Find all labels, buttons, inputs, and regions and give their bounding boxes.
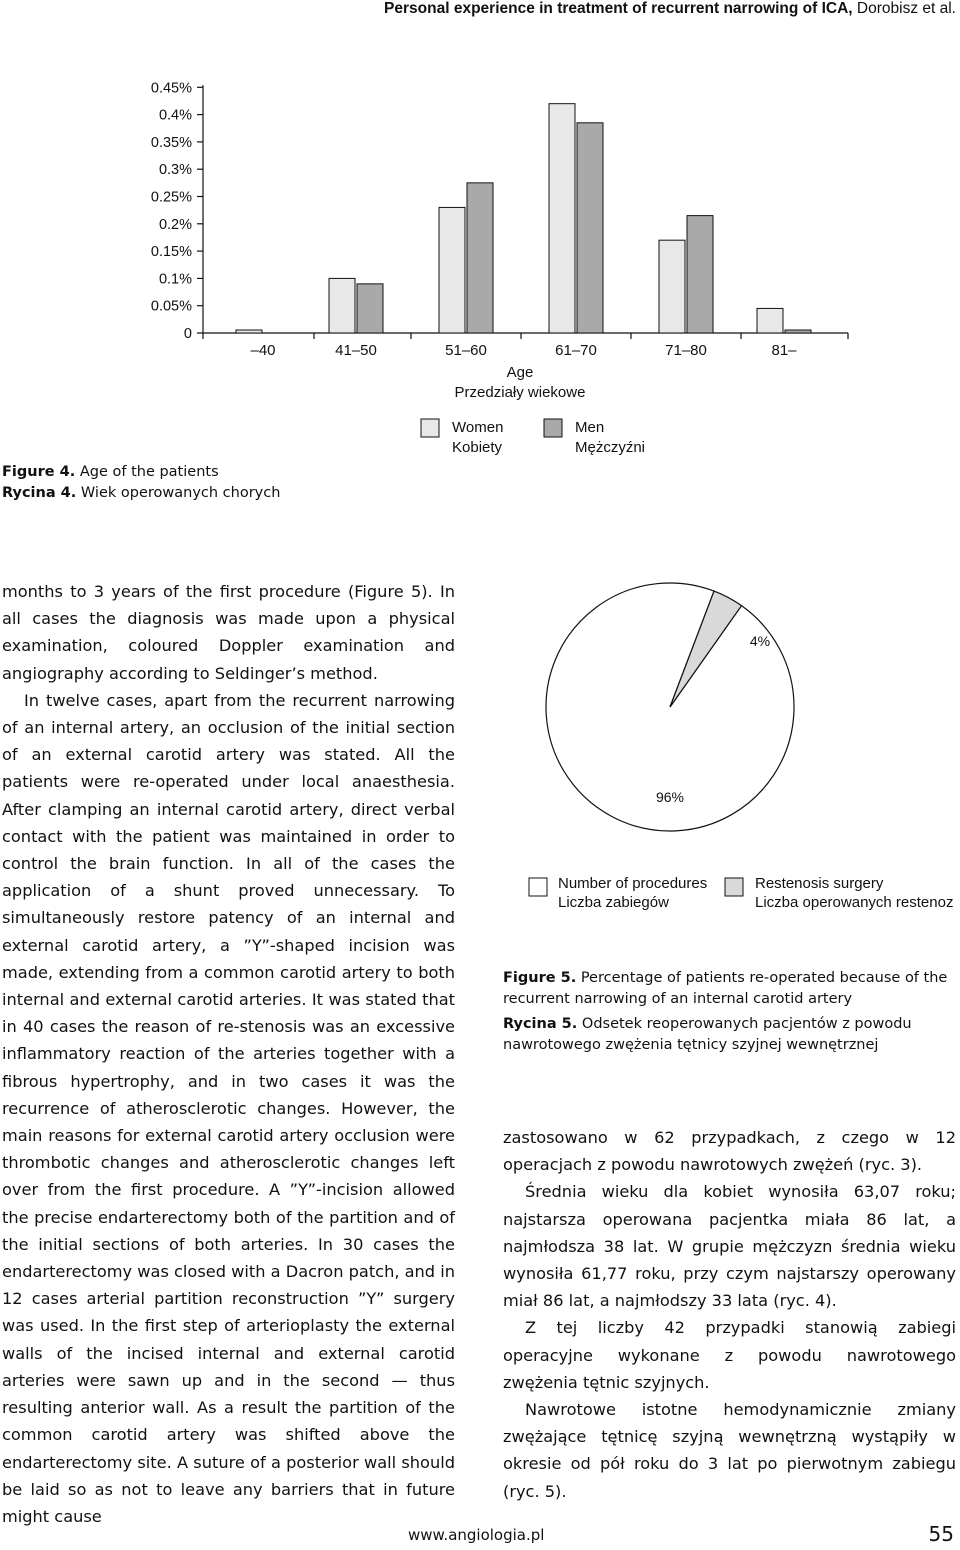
bar-women-4: [659, 240, 685, 333]
legend-women-label: Women: [452, 419, 504, 436]
figure5-label: Figure 5.: [503, 970, 577, 986]
bar-women-2: [439, 207, 465, 333]
right-paragraph-2: Średnia wieku dla kobiet wynosiła 63,07 roku; najstarsza operowana pacjentka miała 86 lat, a najmłodsza 38 lat. W grupie mężczyzn średnia wieku wynosiła 61,77 roku, przy czym najstarszy operowany miał 86 lat, a najmłodszy 33 lata (ryc. 4).: [503, 1182, 956, 1311]
bar-men-2: [467, 183, 493, 333]
y-tick-label: 0.15%: [150, 244, 192, 261]
pie-legend-procedures-label-pl: Liczba zabiegów: [558, 894, 669, 911]
bar-women-1: [329, 278, 355, 333]
pie-legend-restenosis-label-pl: Liczba operowanych restenoz: [755, 894, 954, 911]
y-tick-label: 0.05%: [150, 298, 192, 315]
y-axis: [151, 80, 203, 342]
pie-legend-procedures: [529, 875, 707, 911]
y-tick-label: 0.4%: [158, 107, 192, 124]
header-authors: Dorobisz et al.: [852, 0, 956, 17]
bar-men-3: [577, 123, 603, 333]
x-tick-label: 81–: [771, 342, 797, 359]
bar-men-1: [357, 284, 383, 333]
right-paragraph-4: Nawrotowe istotne hemodynamicznie zmiany zwężające tętnicę szyjną wewnętrzną wystąpiły w okresie od pół roku do 3 lat po pierwotnym zabiegu (ryc. 5).: [503, 1400, 956, 1501]
left-paragraph-2: In twelve cases, apart from the recurrent narrowing of an internal artery, an occlusion of the initial section of an external carotid artery was stated. All the patients were re-operated under local anaesthesia. After clamping an internal carotid artery, direct verbal contact with the patient was maintained in order to control the brain function. In all of the cases the application of a shunt proved unnecessary. To simultaneously restore patency of an internal and external carotid artery, a ”Y”-shaped incision was made, extending from a common carotid artery to both internal and external carotid arteries. It was stated that in 40 cases the reason of re-stenosis was an excessive inflammatory reaction of the arteries together with a fibrous hypertrophy, and in two cases it was the recurrence of atherosclerotic changes. However, the main reasons for external carotid artery occlusion were thrombotic changes and atherosclerotic changes left over from the first procedure. A ”Y”-incision allowed the precise endarterectomy both of the partition and of the initial sections of both arteries. In 30 cases the endarterectomy was closed with a Dacron patch, and in 12 cases arterial partition reconstruction ”Y” surgery was used. In the first step of arterioplasty the external walls of the incised internal and external carotid arteries were sawn up and in the second — thus resulting anterior wall. As a result the partition of the common carotid artery was shifted above the endarterectomy site. A suture of a posterior wall should be laid so as not to leave any barriers that in future might cause: [2, 690, 455, 1526]
rycina4-text: Wiek operowanych chorych: [76, 485, 281, 501]
right-paragraph-3: Z tej liczby 42 przypadki stanowią zabiegi operacyjne wykonane z powodu nawrotowego zwężenia tętnic szyjnych.: [503, 1318, 956, 1392]
figure5-caption-pl: [503, 1014, 958, 1056]
right-paragraph-1: zastosowano w 62 przypadkach, z czego w 12 operacjach z powodu nawrotowych zwężeń (ryc. 3).: [503, 1128, 956, 1175]
legend-men: [544, 419, 645, 456]
bar-men-4: [687, 216, 713, 333]
left-column: [2, 578, 455, 1530]
bars: [236, 104, 811, 333]
right-column: [503, 1124, 956, 1505]
bar-women-5: [757, 308, 783, 333]
legend-women: [421, 419, 503, 456]
pie-label-96: 96%: [655, 789, 685, 805]
pie-legend-procedures-swatch: [529, 878, 547, 896]
x-tick-label: 71–80: [665, 342, 707, 359]
legend-women-label-pl: Kobiety: [452, 439, 503, 456]
rycina5-label: Rycina 5.: [503, 1016, 578, 1032]
y-tick-label: 0.35%: [150, 134, 192, 151]
y-tick-label: 0.1%: [158, 271, 192, 288]
x-axis-label: Age: [506, 364, 534, 381]
figure5-caption: [503, 968, 958, 1056]
figure4-text: Age of the patients: [75, 464, 219, 480]
pie-legend-restenosis: [725, 875, 953, 911]
legend-women-swatch: [421, 419, 439, 437]
pie-legend-restenosis-swatch: [725, 878, 743, 896]
x-axis: [203, 333, 848, 359]
restenosis-pie-chart: [500, 570, 960, 920]
x-tick-label: 41–50: [335, 342, 377, 359]
figure4-caption-en: [2, 462, 502, 483]
bar-women-0: [236, 330, 262, 333]
x-tick-label: 51–60: [445, 342, 487, 359]
figure4-caption: [2, 462, 502, 504]
rycina4-label: Rycina 4.: [2, 485, 77, 501]
bar-men-5: [785, 330, 811, 333]
figure4-label: Figure 4.: [2, 464, 76, 480]
page-number: 55: [928, 1522, 954, 1546]
left-paragraph-1: months to 3 years of the first procedure (Figure 5). In all cases the diagnosis was made upon a physical examination, coloured Doppler examination and angiography according to Seldinger’s method.: [2, 582, 455, 683]
bar-women-3: [549, 104, 575, 333]
figure5-caption-en: [503, 968, 958, 1010]
pie-legend-restenosis-label: Restenosis surgery: [755, 875, 884, 892]
y-tick-label: 0.3%: [158, 162, 192, 179]
y-tick-label: 0.2%: [158, 216, 192, 233]
x-tick-label: –40: [250, 342, 276, 359]
figure5-text: Percentage of patients re-operated because of the recurrent narrowing of an internal carotid artery: [503, 970, 948, 1007]
rycina5-text: Odsetek reoperowanych pacjentów z powodu nawrotowego zwężenia tętnicy szyjnej wewnętrznej: [503, 1016, 912, 1053]
y-tick-label: 0.45%: [150, 80, 192, 97]
y-tick-label: 0.25%: [150, 189, 192, 206]
x-tick-label: 61–70: [555, 342, 597, 359]
header-title: Personal experience in treatment of recurrent narrowing of ICA,: [384, 0, 853, 17]
running-header: [256, 0, 956, 18]
legend-men-swatch: [544, 419, 562, 437]
pie-legend-procedures-label: Number of procedures: [558, 875, 708, 892]
pie-label-4: 4%: [749, 633, 771, 649]
figure4-caption-pl: [2, 483, 502, 504]
x-axis-label-pl: Przedziały wiekowe: [454, 384, 586, 401]
age-bar-chart: [0, 60, 960, 470]
footer-url: www.angiologia.pl: [408, 1526, 545, 1544]
y-tick-label: 0: [183, 326, 192, 342]
legend-men-label-pl: Mężczyźni: [575, 439, 646, 456]
pie-slices: [546, 583, 794, 831]
legend-men-label: Men: [575, 419, 605, 436]
